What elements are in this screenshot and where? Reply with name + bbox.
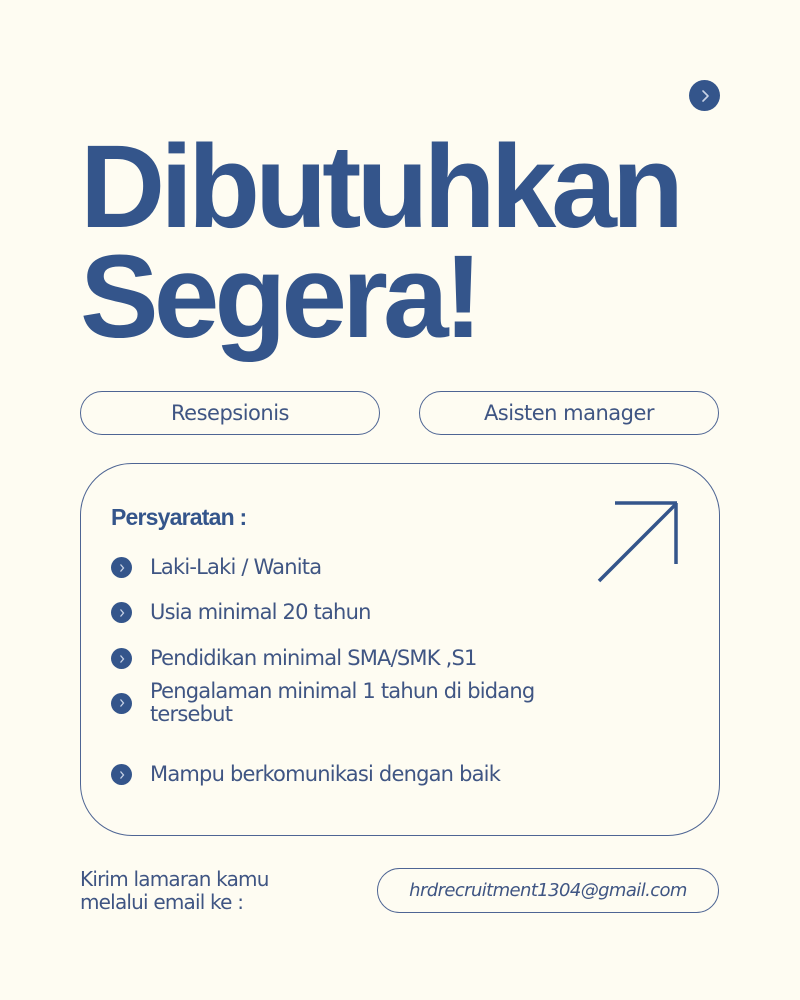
requirement-item xyxy=(111,556,321,579)
requirement-text xyxy=(150,680,534,726)
requirement-item xyxy=(111,763,500,786)
apply-instruction-line-2: melalui email ke : xyxy=(80,890,244,914)
requirement-text: Mampu berkomunikasi dengan baik xyxy=(150,762,501,786)
chevron-right-icon xyxy=(111,693,132,714)
apply-instruction xyxy=(80,868,269,914)
requirement-item xyxy=(111,601,371,624)
chevron-right-icon xyxy=(699,89,711,103)
arrow-up-right-icon xyxy=(597,500,681,584)
page-title xyxy=(80,121,679,363)
chevron-right-icon xyxy=(111,764,132,785)
position-pill-resepsionis: Resepsionis xyxy=(80,391,380,435)
requirement-item xyxy=(111,647,477,670)
requirement-item xyxy=(111,680,534,726)
email-link[interactable]: hrdrecruitment1304@gmail.com xyxy=(377,868,719,913)
next-button[interactable] xyxy=(689,80,720,111)
position-pill-asisten-manager: Asisten manager xyxy=(419,391,719,435)
requirement-text: Usia minimal 20 tahun xyxy=(150,600,371,624)
headline-line-2: Segera! xyxy=(80,231,478,363)
requirement-text: Laki-Laki / Wanita xyxy=(150,555,322,579)
requirement-text-line-1: Pengalaman minimal 1 tahun di bidang xyxy=(150,679,535,703)
apply-instruction-line-1: Kirim lamaran kamu xyxy=(80,867,269,891)
headline-line-1: Dibutuhkan xyxy=(80,121,679,253)
requirement-text: Pendidikan minimal SMA/SMK ,S1 xyxy=(150,646,477,670)
chevron-right-icon xyxy=(111,557,132,578)
requirement-text-line-2: tersebut xyxy=(150,702,233,726)
requirements-title: Persyaratan : xyxy=(111,504,247,530)
chevron-right-icon xyxy=(111,648,132,669)
chevron-right-icon xyxy=(111,602,132,623)
